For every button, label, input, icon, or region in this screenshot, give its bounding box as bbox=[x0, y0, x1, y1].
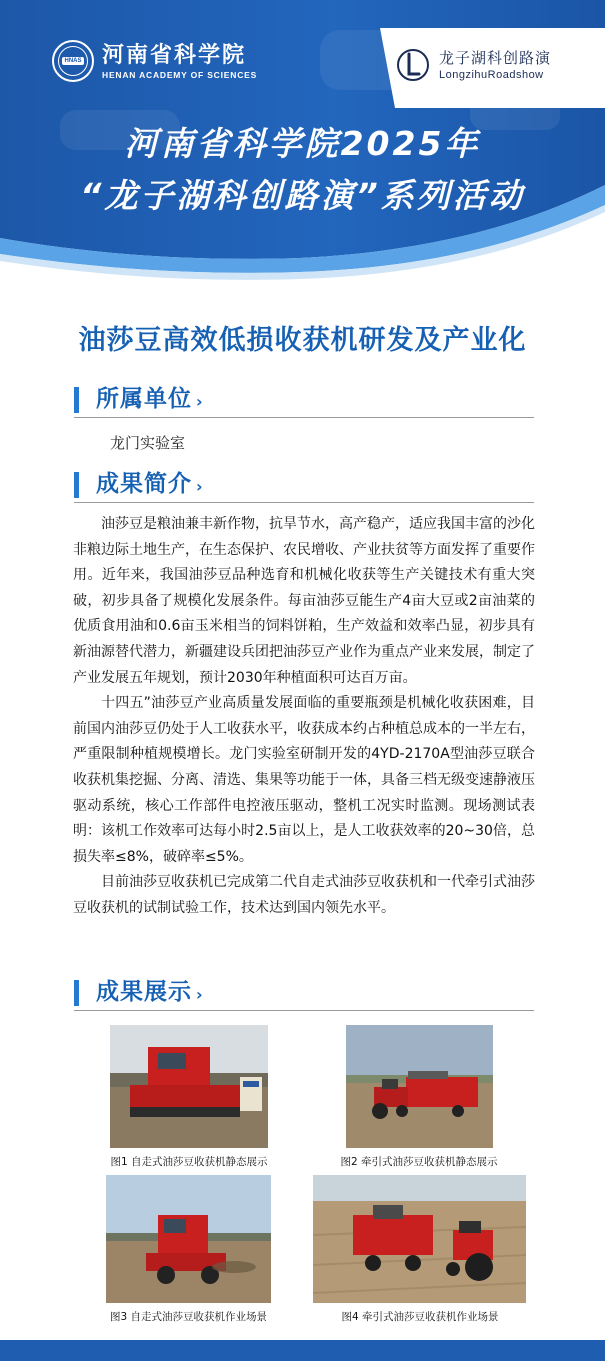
summary-paragraph-2: 十四五”油莎豆产业高质量发展面临的重要瓶颈是机械化收获困难，目前国内油莎豆仍处于人工收获水平，收获成本约占种植总成本的一半左右，严重限制种植规模增长。龙门实验室研制开发的4YD-2170A型油莎豆联合收获机集挖掘、分离、清选、集果等功能于一体，具备三档无级变速静液压驱动系统，核心工作部件电控液压驱动，整机工况实时监测。现场测试表明：该机工作效率可达每小时2.5亩以上，是人工收获效率的20~30倍，总损失率≤8%，破碎率≤5%。 bbox=[73, 695, 535, 865]
section-header-unit bbox=[74, 383, 534, 418]
roadshow-name-en: LongzihuRoadshow bbox=[439, 69, 544, 81]
roadshow-mark-icon bbox=[395, 46, 431, 84]
section-title-gallery: 成果展示 bbox=[96, 979, 192, 1005]
section-title-summary: 成果简介 bbox=[96, 471, 192, 497]
figure-1-photo bbox=[110, 1025, 268, 1148]
section-accent-bar bbox=[74, 472, 79, 498]
figure-1-caption: 图1 自走式油莎豆收获机静态展示 bbox=[110, 1156, 268, 1168]
figure-4-photo bbox=[313, 1175, 526, 1303]
academy-name-cn: 河南省科学院 bbox=[102, 41, 247, 68]
project-title: 油莎豆高效低损收获机研发及产业化 bbox=[78, 325, 527, 356]
summary-paragraph-1: 油莎豆是粮油兼丰新作物，抗旱节水，高产稳产，适应我国丰富的沙化非粮边际土地生产，在生态保护、农民增收、产业扶贫等方面发挥了重要作用。近年来，我国油莎豆品种选育和机械化收获等生产关键技术有重大突破，初步具备了规模化发展条件。每亩油莎豆能生产4亩大豆或2亩油菜的优质食用油和0.6亩玉米相当的饲料饼粕，生产效益和效率凸显，初步具有新油源替代潜力，新疆建设兵团把油莎豆产业作为重点产业来发展，制定了产业发展五年规划，预计2030年种植面积可达百万亩。 bbox=[73, 516, 535, 686]
chevron-right-icon: › bbox=[196, 477, 203, 496]
figure-3-caption: 图3 自走式油莎豆收获机作业场景 bbox=[109, 1311, 268, 1323]
event-title-line2: “龙子湖科创路演”系列活动 bbox=[80, 176, 525, 215]
event-title bbox=[0, 118, 605, 222]
summary-body bbox=[73, 512, 535, 922]
figure-3-photo bbox=[106, 1175, 271, 1303]
bottom-band bbox=[0, 1340, 605, 1361]
figure-2-caption: 图2 牵引式油莎豆收获机静态展示 bbox=[340, 1156, 498, 1168]
event-title-line1: 河南省科学院2025年 bbox=[124, 124, 481, 163]
chevron-right-icon: › bbox=[196, 392, 203, 411]
academy-logo bbox=[52, 40, 257, 82]
figure-4-caption: 图4 牵引式油莎豆收获机作业场景 bbox=[341, 1311, 499, 1323]
academy-seal-icon: HNAS bbox=[52, 40, 94, 82]
roadshow-name-cn: 龙子湖科创路演 bbox=[439, 49, 552, 67]
chevron-right-icon: › bbox=[196, 985, 203, 1004]
academy-name-en: HENAN ACADEMY OF SCIENCES bbox=[102, 69, 258, 80]
section-accent-bar bbox=[74, 387, 79, 413]
header-banner bbox=[0, 0, 605, 300]
roadshow-logo bbox=[395, 46, 551, 84]
summary-paragraph-3: 目前油莎豆收获机已完成第二代自走式油莎豆收获机和一代牵引式油莎豆收获机的试制试验工作，技术达到国内领先水平。 bbox=[73, 874, 535, 916]
unit-value: 龙门实验室 bbox=[110, 434, 186, 452]
section-accent-bar bbox=[74, 980, 79, 1006]
section-header-gallery bbox=[74, 976, 534, 1011]
section-header-summary bbox=[74, 468, 534, 503]
section-title-unit: 所属单位 bbox=[96, 386, 192, 412]
figure-2-photo bbox=[346, 1025, 493, 1148]
